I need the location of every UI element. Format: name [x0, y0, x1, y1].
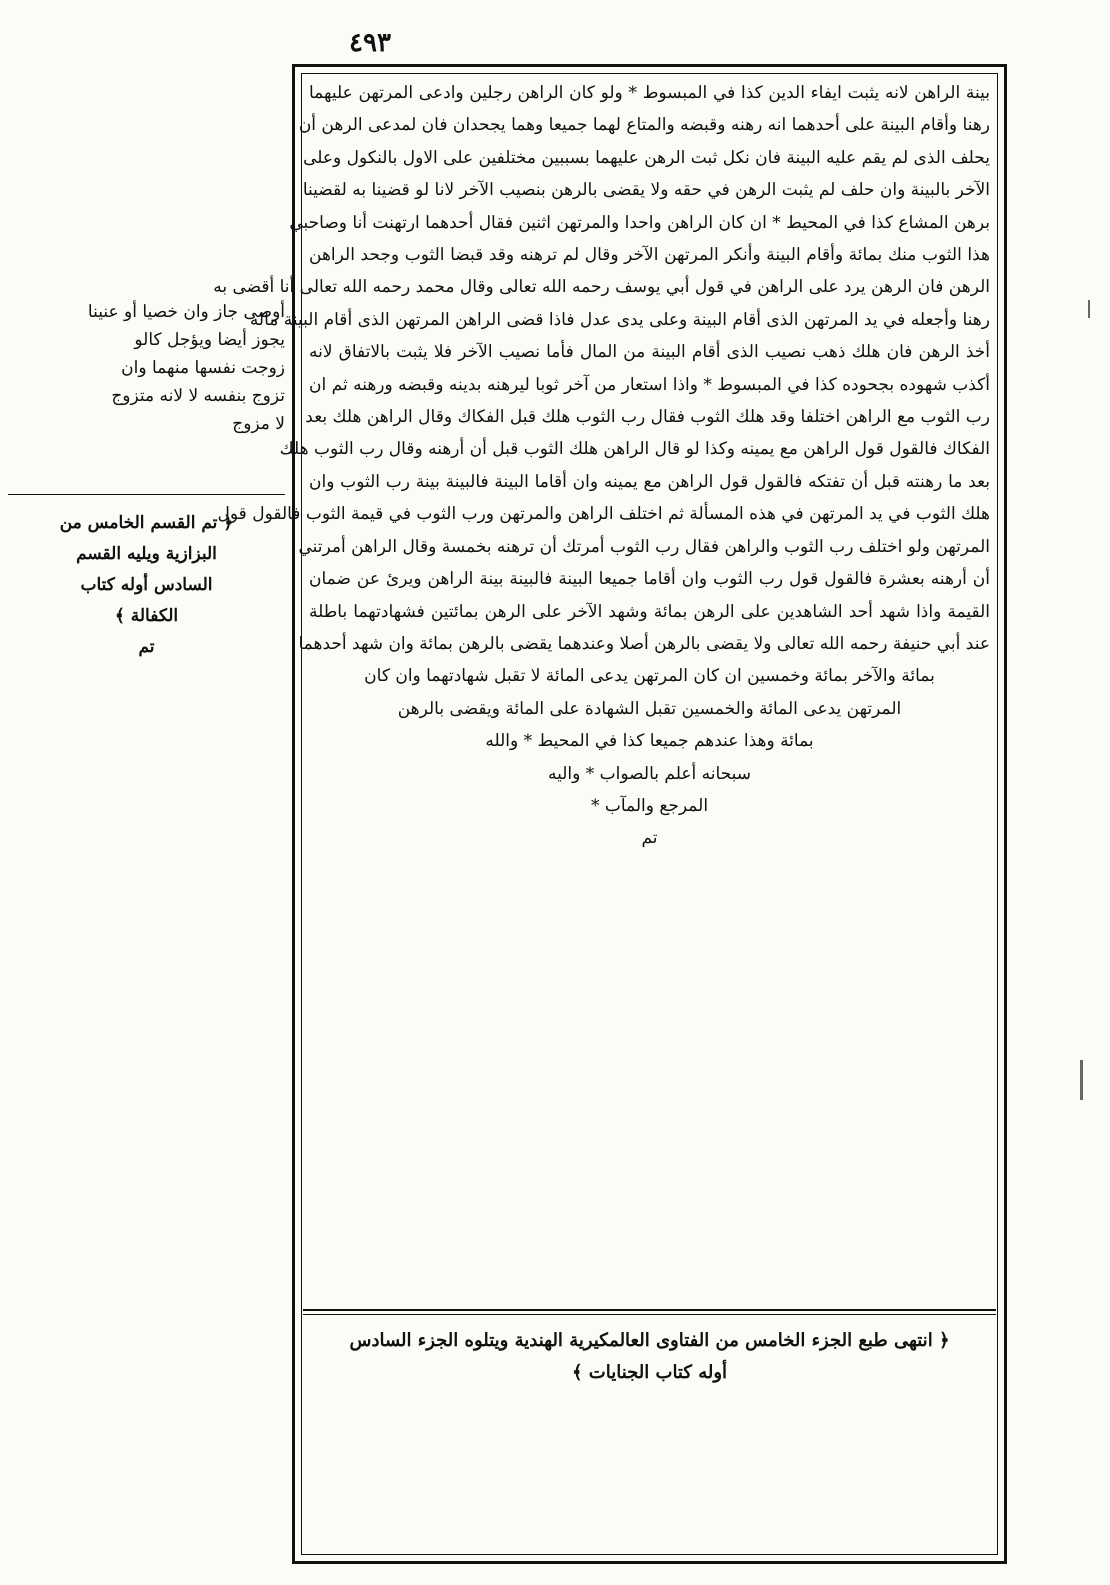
text-line: عند أبي حنيفة رحمه الله تعالى ولا يقضى بالرهن أصلا وعندهما يقضى بالرهن بمائة وان شهد أحدهما [298, 633, 990, 654]
text-line: هذا الثوب منك بمائة وأقام البينة وأنكر المرتهن الآخر وقال لم ترهنه وقد قبضا الثوب وجحد الراهن [309, 245, 990, 266]
margin-note-line: البزازية ويليه القسم [76, 544, 217, 564]
text-line: رهنا وأجعله في يد المرتهن الذى أقام البينة وعلى يدى عدل فاذا قضى الراهن المرتهن الذى أقام البينة ماله [249, 309, 990, 330]
text-line: بعد ما رهنته قبل أن تفتكه فالقول قول الراهن مع يمينه وان أقاما البينة فالبينة بينة رب الثوب وان [309, 471, 991, 492]
closing-line: المرتهن يدعى المائة والخمسين تقبل الشهادة على المائة ويقضى بالرهن [397, 698, 902, 719]
margin-note-line: الكفالة ﴾ [114, 606, 179, 626]
closing-line: سبحانه أعلم بالصواب * واليه [548, 763, 751, 784]
text-line: برهن المشاع كذا في المحيط * ان كان الراهن واحدا والمرتهن اثنين فقال أحدهما ارتهنت أنا وصاحبي [289, 212, 990, 233]
text-line: الفكاك فالقول قول الراهن مع يمينه وكذا لو قال الراهن هلك الثوب قبل أن أرهنه وقال رب الثوب هلك [279, 439, 990, 460]
margin-note-1 [8, 298, 285, 438]
text-line: رب الثوب مع الراهن اختلفا وقد هلك الثوب فقال رب الثوب هلك قبل الفكاك وقال الراهن هلك بعد [305, 407, 990, 428]
text-line: الرهن فان الرهن يرد على الراهن في قول أبي يوسف رحمه الله تعالى وقال محمد رحمه الله تعالى أنا أقضى به [213, 277, 990, 298]
scan-speck [1080, 1060, 1083, 1100]
colophon [309, 1325, 990, 1389]
colophon-line: أوله كتاب الجنايات ﴾ [571, 1362, 728, 1383]
colophon-line: ﴿ انتهى طبع الجزء الخامس من الفتاوى العالمكيرية الهندية ويتلوه الجزء السادس [349, 1330, 950, 1351]
text-line: الآخر بالبينة وان حلف لم يثبت الرهن في حقه ولا يقضى بالرهن بنصيب الآخر لانا لو قضينا به لقضينا [302, 180, 990, 201]
text-line: المرتهن ولو اختلف رب الثوب والراهن فقال رب الثوب أمرتك أن ترهنه بخمسة وقال الراهن أمرتني [298, 536, 990, 557]
closing-line: المرجع والمآب * [590, 795, 709, 816]
margin-divider [8, 494, 285, 495]
margin-note-line: تزوج بنفسه لا لانه متزوج [111, 386, 285, 406]
margin-note-line: السادس أوله كتاب [80, 575, 213, 595]
text-line: أكذب شهوده بجحوده كذا في المبسوط * واذا استعار من آخر ثوبا ليرهنه بدينه وقبضه ورهنه ثم ان [309, 374, 990, 395]
margin-note-line: تم [138, 637, 155, 657]
margin-note-line: يجوز أيضا ويؤجل كالو [134, 330, 285, 350]
margin-note-2 [8, 508, 285, 663]
closing-line: تم [641, 828, 658, 849]
closing-line: بمائة والآخر بمائة وخمسين ان كان المرتهن يدعى المائة لا تقبل شهادتهما وان كان [364, 666, 935, 687]
text-line: أن أرهنه بعشرة فالقول قول رب الثوب وان أقاما جميعا البينة فالبينة بينة الراهن ويرئ عن ضمان [309, 569, 990, 590]
margin-note-line: زوجت نفسها منهما وان [121, 358, 285, 378]
margin-note-line: ﴿ تم القسم الخامس من [59, 513, 234, 533]
page-number: ٤٩٣ [349, 28, 391, 58]
text-line: رهنا وأقام البينة على أحدهما انه رهنه وقبضه والمتاع لهما جميعا وهما يجحدان فان لمدعى الرهن أن [298, 115, 990, 136]
text-line: بينة الراهن لانه يثبت ايفاء الدين كذا في المبسوط * ولو كان الراهن رجلين وادعى المرتهن عليهما [309, 83, 990, 103]
closing-line: بمائة وهذا عندهم جميعا كذا في المحيط * والله [485, 731, 814, 752]
text-line: يحلف الذى لم يقم عليه البينة فان نكل ثبت الرهن عليهما بسببين مختلفين على الاول بالنكول وعلى [303, 147, 990, 168]
scan-speck [1088, 300, 1090, 318]
margin-note-line: لا مزوج [232, 414, 285, 434]
text-line: هلك الثوب في يد المرتهن في هذه المسألة ثم اختلف الراهن والمرتهن ورب الثوب في قيمة الثوب فالقول قول [217, 504, 990, 525]
margin-note-line: أوصى جاز وان خصيا أو عنينا [87, 302, 285, 322]
text-line: القيمة واذا شهد أحد الشاهدين على الرهن بمائة وشهد الآخر على الرهن بمائتين فشهادتهما باطلة [309, 601, 990, 622]
text-line: أخذ الرهن فان هلك ذهب نصيب الذى أقام البينة من المال فأما نصيب الآخر فلا يثبت بالاتفاق لانه [309, 342, 991, 363]
end-divider [303, 1309, 996, 1315]
